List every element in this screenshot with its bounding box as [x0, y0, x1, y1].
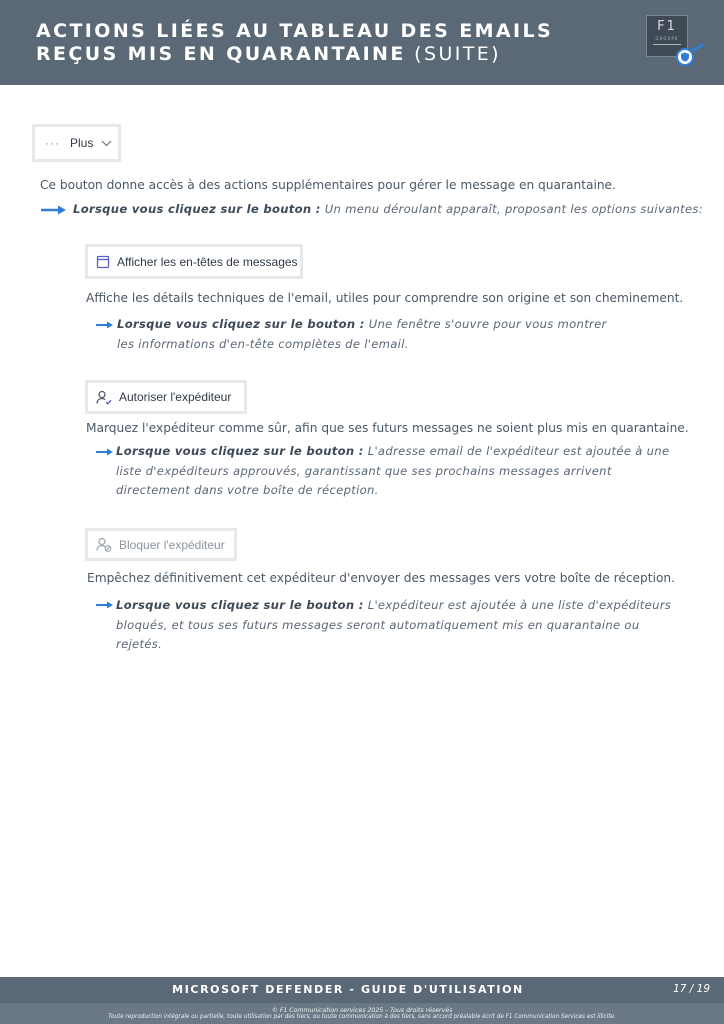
page-title — [36, 20, 553, 66]
block-sender-button[interactable] — [85, 528, 237, 561]
plus-button[interactable] — [32, 124, 121, 162]
block-sender-note — [116, 596, 676, 655]
page-title-suffix: (SUITE) — [405, 43, 501, 65]
note-bold: Lorsque vous cliquez sur le bouton : — [73, 202, 321, 216]
show-headers-note — [117, 315, 617, 354]
block-sender-label: Bloquer l'expéditeur — [119, 537, 225, 552]
arrow-right-icon — [95, 600, 115, 610]
plus-button-label: Plus — [70, 136, 94, 150]
window-icon — [96, 255, 110, 269]
show-headers-description: Affiche les détails techniques de l'email, utiles pour comprendre son origine et son cheminement. — [86, 291, 684, 305]
plus-description: Ce bouton donne accès à des actions supplémentaires pour gérer le message en quarantaine. — [40, 178, 616, 192]
legal-notice: Toute reproduction intégrale ou partielle, toute utilisation par des tiers, ou toute communication à des tiers, sans accord préalable écrit de F1 Communication Services est illicite. — [108, 1014, 616, 1020]
person-block-icon — [96, 537, 112, 552]
logo-text: F1 — [657, 19, 677, 34]
block-sender-description: Empêchez définitivement cet expéditeur d'envoyer des messages vers votre boîte de réception. — [87, 571, 676, 585]
note-bold: Lorsque vous cliquez sur le bouton : — [116, 444, 364, 458]
note-bold: Lorsque vous cliquez sur le bouton : — [116, 598, 364, 612]
person-check-icon — [96, 390, 112, 405]
allow-sender-description: Marquez l'expéditeur comme sûr, afin que ses futurs messages ne soient plus mis en quarantaine. — [86, 421, 689, 435]
page-title-line1: ACTIONS LIÉES AU TABLEAU DES EMAILS — [36, 20, 554, 42]
allow-sender-note — [116, 442, 676, 501]
note-text: L'adresse email de l'expéditeur est ajoutée à une liste d'expéditeurs approuvés, garantissant que ses prochains messages arrivent directement dans votre boîte de réception. — [116, 444, 670, 497]
arrow-right-icon — [95, 320, 115, 330]
note-text: Une fenêtre s'ouvre pour vous montrer les informations d'en-tête complètes de l'email. — [117, 317, 607, 351]
arrow-right-icon — [40, 204, 68, 216]
copyright: © F1 Communication services 2025 – Tous droits réservés — [271, 1007, 453, 1014]
allow-sender-label: Autoriser l'expéditeur — [119, 390, 232, 404]
shield-icon — [676, 48, 694, 66]
show-headers-label: Afficher les en-têtes de messages — [117, 254, 298, 269]
note-text: L'expéditeur est ajoutée à une liste d'expéditeurs bloqués, et tous ses futurs messages seront automatiquement mis en quarantaine ou rejetés. — [116, 598, 672, 651]
logo-subtext: GROUPE — [655, 36, 679, 41]
arrow-right-icon — [95, 447, 115, 457]
page-number: 17 / 19 — [673, 983, 710, 995]
plus-note — [73, 200, 703, 220]
more-dots-icon: ··· — [45, 136, 60, 150]
show-headers-button[interactable] — [85, 244, 303, 279]
allow-sender-button[interactable] — [85, 380, 247, 414]
note-bold: Lorsque vous cliquez sur le bouton : — [117, 317, 365, 331]
chevron-down-icon — [101, 140, 112, 147]
footer-title: MICROSOFT DEFENDER - GUIDE D'UTILISATION — [172, 983, 524, 996]
note-text: Un menu déroulant apparaît, proposant les options suivantes: — [320, 202, 703, 216]
page-title-line2: REÇUS MIS EN QUARANTAINE — [36, 43, 406, 65]
logo-divider — [653, 44, 681, 45]
